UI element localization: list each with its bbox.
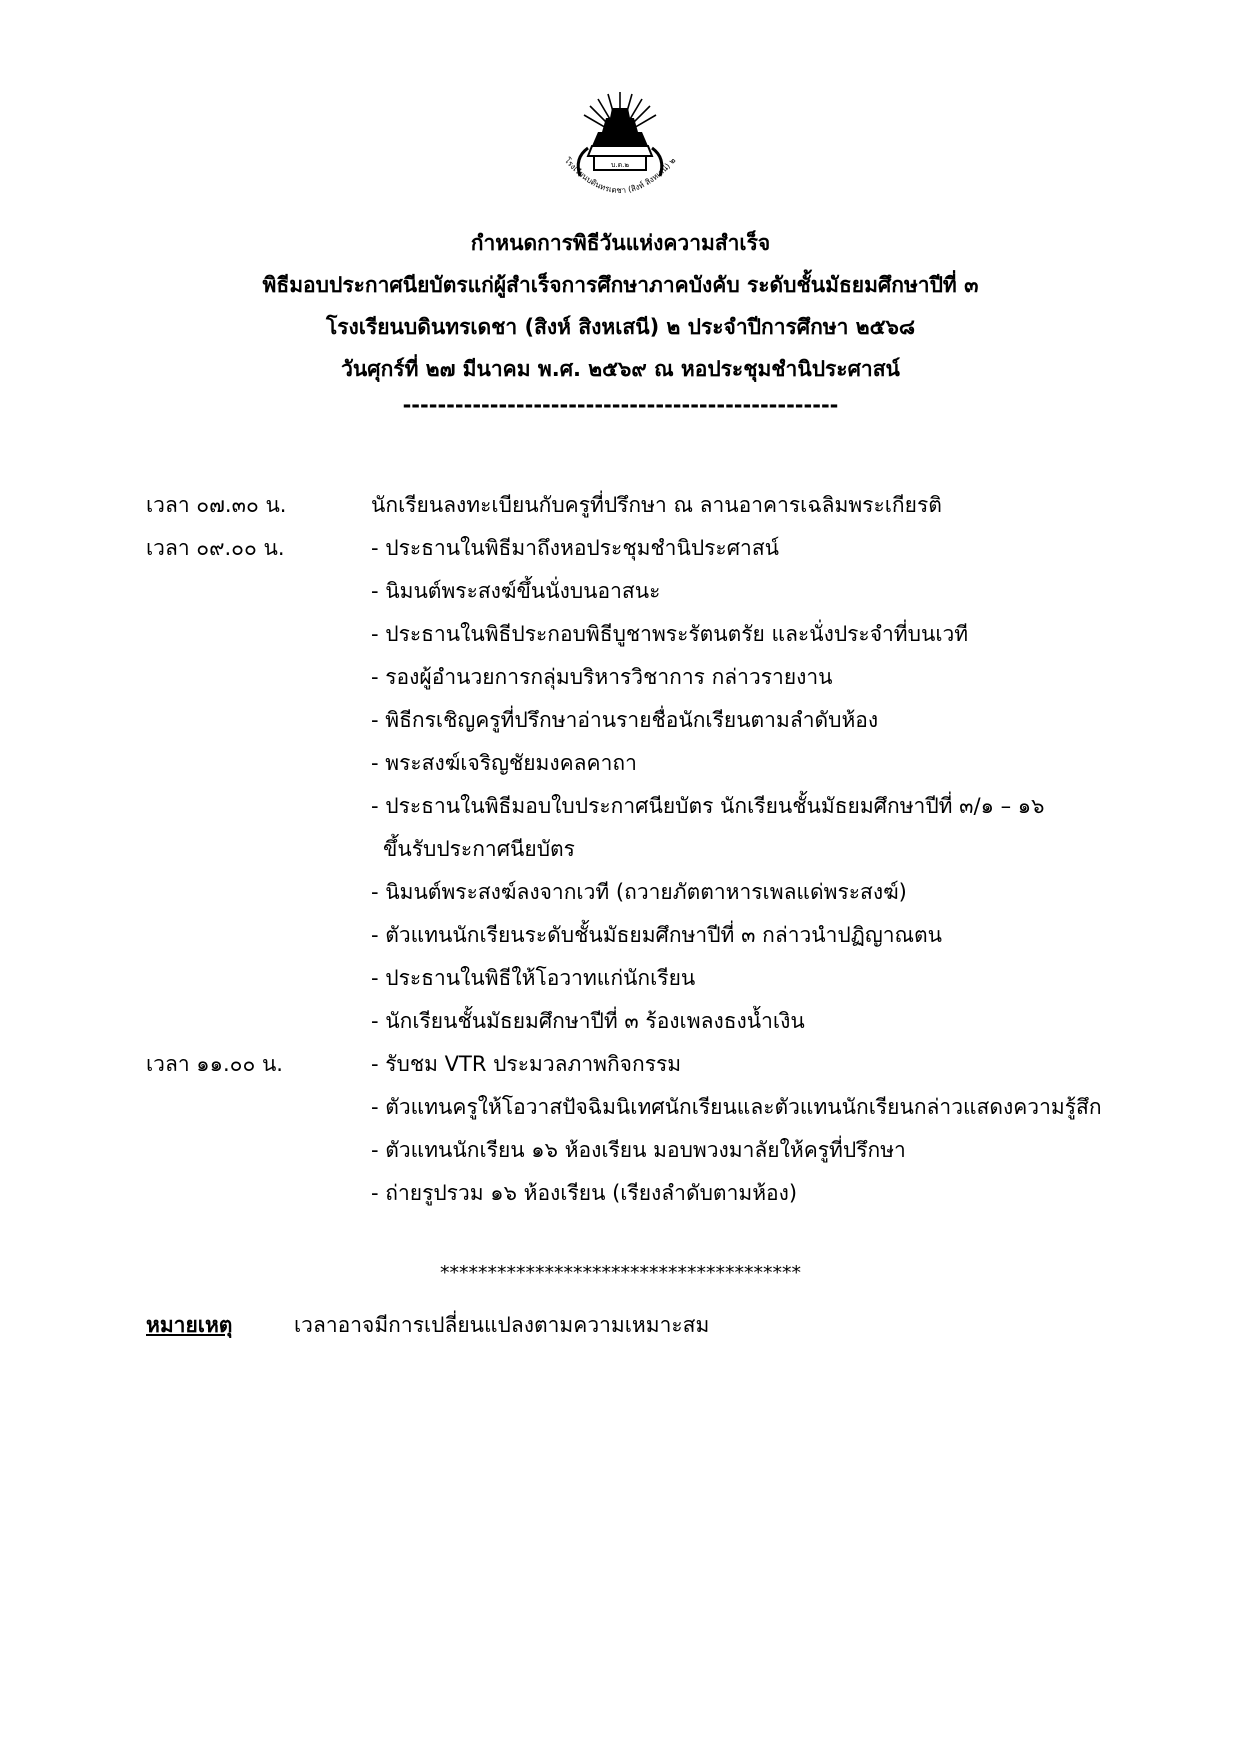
schedule-item: - นิมนต์พระสงฆ์ลงจากเวที (ถวายภัตตาหารเพลแด่พระสงฆ์) bbox=[371, 880, 907, 904]
schedule-item: - ถ่ายรูปรวม ๑๖ ห้องเรียน (เรียงลำดับตามห้อง) bbox=[371, 1181, 798, 1205]
schedule-list bbox=[146, 484, 1146, 1215]
schedule-time: เวลา ๐๗.๓๐ น. bbox=[146, 493, 287, 517]
header-separator: -------------------------------------------------- bbox=[402, 393, 839, 417]
stars-divider: ************************************** bbox=[440, 1262, 801, 1284]
schedule-time: เวลา ๑๑.๐๐ น. bbox=[146, 1052, 283, 1076]
schedule-row bbox=[146, 871, 1146, 914]
schedule-item-continuation: ขึ้นรับประกาศนียบัตร bbox=[383, 837, 575, 861]
document-header bbox=[0, 222, 1241, 420]
remark bbox=[146, 1305, 1146, 1345]
schedule-row bbox=[146, 1000, 1146, 1043]
schedule-row bbox=[146, 1129, 1146, 1172]
schedule-item: - ตัวแทนนักเรียน ๑๖ ห้องเรียน มอบพวงมาลัยให้ครูที่ปรึกษา bbox=[371, 1138, 906, 1162]
schedule-row bbox=[146, 914, 1146, 957]
schedule-item: - ตัวแทนครูให้โอวาสปัจฉิมนิเทศนักเรียนและตัวแทนนักเรียนกล่าวแสดงความรู้สึก bbox=[371, 1095, 1102, 1119]
schedule-row bbox=[146, 1043, 1146, 1086]
schedule-row bbox=[146, 699, 1146, 742]
schedule-row bbox=[146, 527, 1146, 570]
schedule-row bbox=[146, 742, 1146, 785]
schedule-item: - ประธานในพิธีให้โอวาทแก่นักเรียน bbox=[371, 966, 696, 990]
title-line-1: กำหนดการพิธีวันแห่งความสำเร็จ bbox=[470, 231, 771, 255]
schedule-item: - ตัวแทนนักเรียนระดับชั้นมัธยมศึกษาปีที่ ๓ กล่าวนำปฏิญาณตน bbox=[371, 923, 943, 947]
schedule-row bbox=[146, 785, 1146, 871]
schedule-item: - รองผู้อำนวยการกลุ่มบริหารวิชาการ กล่าวรายงาน bbox=[371, 665, 833, 689]
school-emblem-icon bbox=[552, 88, 688, 210]
remark-text: เวลาอาจมีการเปลี่ยนแปลงตามความเหมาะสม bbox=[294, 1313, 710, 1337]
schedule-time: เวลา ๐๙.๐๐ น. bbox=[146, 536, 285, 560]
schedule-row bbox=[146, 484, 1146, 527]
emblem-arc-text: โรงเรียนบดินทรเดชา (สิงห์ สิงหเสนี) ๒ bbox=[562, 155, 678, 196]
schedule-item: - นิมนต์พระสงฆ์ขึ้นนั่งบนอาสนะ bbox=[371, 579, 661, 603]
schedule-item: - นักเรียนชั้นมัธยมศึกษาปีที่ ๓ ร้องเพลงธงน้ำเงิน bbox=[371, 1009, 805, 1033]
schedule-item: - พระสงฆ์เจริญชัยมงคลคาถา bbox=[371, 751, 637, 775]
schedule-item: - ประธานในพิธีประกอบพิธีบูชาพระรัตนตรัย และนั่งประจำที่บนเวที bbox=[371, 622, 969, 646]
title-line-3: โรงเรียนบดินทรเดชา (สิงห์ สิงหเสนี) ๒ ประจำปีการศึกษา ๒๕๖๘ bbox=[325, 315, 916, 339]
schedule-row bbox=[146, 613, 1146, 656]
title-line-4: วันศุกร์ที่ ๒๗ มีนาคม พ.ศ. ๒๕๖๙ ณ หอประชุมชำนิประศาสน์ bbox=[341, 357, 900, 381]
schedule-row bbox=[146, 957, 1146, 1000]
schedule-item bbox=[371, 785, 1171, 871]
title-line-2: พิธีมอบประกาศนียบัตรแก่ผู้สำเร็จการศึกษาภาคบังคับ ระดับชั้นมัธยมศึกษาปีที่ ๓ bbox=[262, 273, 979, 297]
remark-label: หมายเหตุ bbox=[146, 1313, 233, 1337]
schedule-item-text: - ประธานในพิธีมอบใบประกาศนียบัตร นักเรียนชั้นมัธยมศึกษาปีที่ ๓/๑ – ๑๖ bbox=[371, 794, 1045, 818]
schedule-item: - รับชม VTR ประมวลภาพกิจกรรม bbox=[371, 1052, 682, 1076]
schedule-item: นักเรียนลงทะเบียนกับครูที่ปรึกษา ณ ลานอาคารเฉลิมพระเกียรติ bbox=[371, 493, 942, 517]
schedule-row bbox=[146, 1086, 1146, 1129]
schedule-item: - พิธีกรเชิญครูที่ปรึกษาอ่านรายชื่อนักเรียนตามลำดับห้อง bbox=[371, 708, 879, 732]
schedule-row bbox=[146, 570, 1146, 613]
schedule-row bbox=[146, 1172, 1146, 1215]
emblem-plaque-text: บ.ด.๒ bbox=[610, 161, 630, 169]
schedule-item: - ประธานในพิธีมาถึงหอประชุมชำนิประศาสน์ bbox=[371, 536, 780, 560]
schedule-row bbox=[146, 656, 1146, 699]
